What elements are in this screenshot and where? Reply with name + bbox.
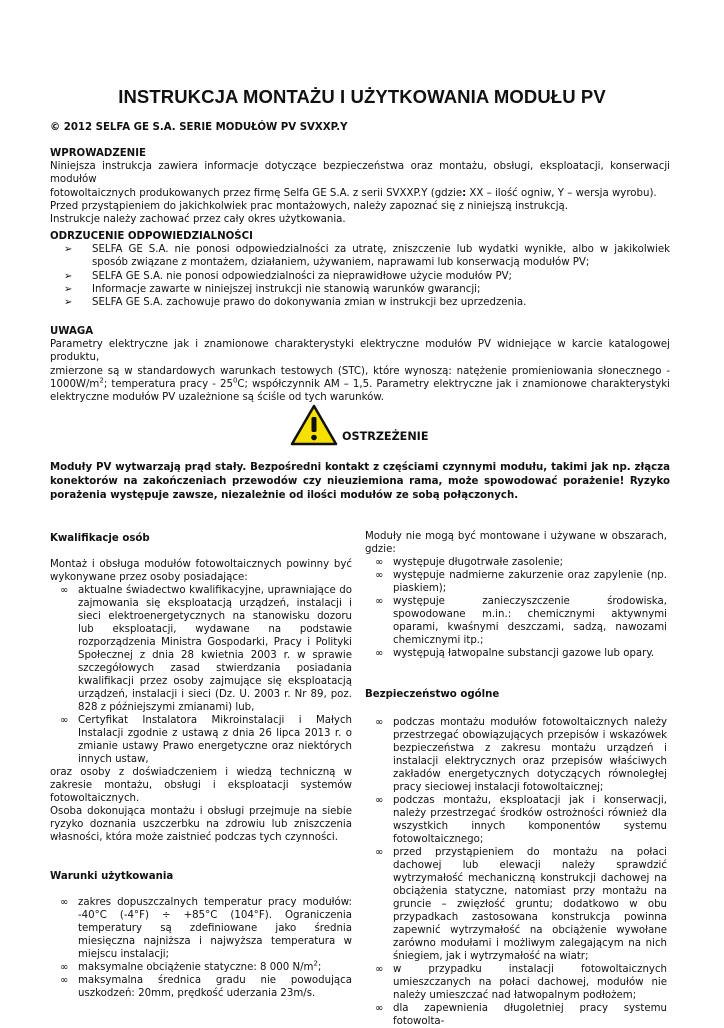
copyright-line: © 2012 SELFA GE S.A. SERIE MODUŁÓW PV SVXXP.Y [50,122,348,133]
intro-text: XX – ilość ogniw, Y – wersja wyrobu). [466,187,657,199]
warning-triangle-icon [290,404,338,446]
intro-heading: WPROWADZENIE [50,148,146,159]
list-item [365,647,667,660]
infinity-bullet-icon: ∞ [60,962,69,973]
infinity-bullet-icon: ∞ [375,847,384,858]
list-item-text: aktualne świadectwo kwalifikacyjne, uprawniające do zajmowania się eksploatacją urządzeń, instalacji i sieci elektroenergetycznych na stanowisku dozoru lub eksploatacji, wydawane na podstawie rozporządzenia Ministra Gospodarki, Pracy i Polityki Społecznej z dnia 28 kwietnia 2003 r. w sprawie szczegółowych zasad stwierdzania posiadania kwalifikacji przez osoby zajmujące się eksploatacją urządzeń, instalacji i sieci (Dz. U. 2003 r. Nr 89, poz. 828 z późniejszymi zmianami) lub, [78,585,352,713]
note-text: ; temperatura pracy - 25 [103,378,233,390]
infinity-bullet-icon: ∞ [375,717,384,728]
intro-text: fotowoltaicznych produkowanych przez firmę Selfa GE S.A. z serii SVXXP.Y (gdzie [50,187,463,199]
intro-colon: : [462,187,467,199]
infinity-bullet-icon: ∞ [60,897,69,908]
list-item [50,961,352,974]
infinity-bullet-icon: ∞ [60,975,69,986]
list-item-text: w przypadku instalacji fotowoltaicznych umieszczanych na połaci dachowej, modułów nie należy umieszczać nad łatwopalnym podłożem; [393,964,667,1001]
warning-title: OSTRZEŻENIE [342,429,429,443]
disclaimer-section [50,230,670,309]
list-item-text: występuje zanieczyszczenie środowiska, spowodowane m.in.: chemicznymi aktywnymi oparami, kwaśnymi deszczami, sadzą, nawozami chemicznymi itp.; [393,596,667,646]
list-item-text: podczas montażu, eksploatacji jak i konserwacji, należy przestrzegać środków ostrożności również dla wszystkich innych komponentów systemu fotowoltaicznego; [393,795,667,845]
intro-line: Niniejsza instrukcja zawiera informacje dotyczące bezpieczeństwa oraz montażu, obsługi, eksploatacji, konserwacji modułów [50,161,670,186]
infinity-bullet-icon: ∞ [375,795,384,806]
list-item-text: dla zapewnienia długoletniej pracy systemu fotowolta- [393,1003,667,1027]
list-item-text: występuje długotrwałe zasolenie; [393,557,564,568]
qualifications-heading: Kwalifikacje osób [50,533,150,544]
list-item [365,846,667,963]
safety-list [365,716,667,1028]
document-title: INSTRUKCJA MONTAŻU I UŻYTKOWANIA MODUŁU PV [118,86,606,107]
list-item [365,963,667,1002]
list-item [365,595,667,647]
list-item-text: SELFA GE S.A. zachowuje prawo do dokonywania zmian w instrukcji bez uprzedzenia. [92,297,527,309]
infinity-bullet-icon: ∞ [375,596,384,607]
list-item [50,270,670,283]
infinity-bullet-icon: ∞ [375,557,384,568]
note-line: Parametry elektryczne jak i znamionowe charakterystyki elektryczne modułów PV widniejące w karcie katalogowej produktu, [50,339,670,364]
note-section [50,325,670,404]
list-item-text: SELFA GE S.A. nie ponosi odpowiedzialności za nieprawidłowe użycie modułów PV; [92,270,512,282]
list-item [50,243,670,269]
arrow-bullet-icon: ➢ [64,270,73,282]
disclaimer-list [50,243,670,309]
restrictions-intro: Moduły nie mogą być montowane i używane w obszarach, gdzie: [365,531,667,555]
list-item [365,569,667,595]
list-item-text: występują łatwopalne substancji gazowe lub opary. [393,648,655,659]
superscript: 0 [232,376,238,385]
list-item [50,584,352,714]
arrow-bullet-icon: ➢ [64,244,73,256]
qualifications-after: Osoba dokonująca montażu i obsługi przejmuje na siebie ryzyko doznania uszczerbku na zdrowiu lub zniszczenia własności, która może zaistnieć podczas tych czynności. [50,806,352,843]
left-column [50,532,352,1000]
list-item-text: Certyfikat Instalatora Mikroinstalacji i Małych Instalacji zgodnie z ustawą z dnia 26 lipca 2013 r. o zmianie ustawy Prawo energetyczne oraz niektórych innych ustaw, [78,715,352,765]
arrow-bullet-icon: ➢ [64,297,73,309]
infinity-bullet-icon: ∞ [375,648,384,659]
intro-line [50,187,670,200]
list-item-text: maksymalna średnica gradu nie powodująca uszkodzeń: 20mm, prędkość uderzania 23m/s. [78,975,352,999]
qualifications-after: oraz osoby z doświadczeniem i wiedzą techniczną w zakresie montażu, obsługi i eksploatacji systemów fotowoltaicznych. [50,767,352,804]
disclaimer-heading: ODRZUCENIE ODPOWIEDZIALNOŚCI [50,231,253,242]
qualifications-list [50,584,352,766]
arrow-bullet-icon: ➢ [64,283,73,295]
list-item [50,283,670,296]
note-text: 1000W/m [50,378,100,390]
list-item-text: występuje nadmierne zakurzenie oraz zapylenie (np. piaskiem); [393,570,667,594]
list-item [50,974,352,1000]
list-item [50,714,352,766]
list-item [365,1002,667,1028]
note-line [50,378,670,391]
list-item [365,794,667,846]
list-item-text: Informacje zawarte w niniejszej instrukcji nie stanowią warunków gwarancji; [92,283,481,295]
infinity-bullet-icon: ∞ [375,1003,384,1014]
infinity-bullet-icon: ∞ [375,570,384,581]
note-line: elektryczne modułów PV uzależnione są ściśle od tych warunków. [50,392,385,404]
list-item [50,296,670,309]
infinity-bullet-icon: ∞ [60,715,69,726]
intro-section [50,147,670,226]
infinity-bullet-icon: ∞ [60,585,69,596]
right-column [365,530,667,1028]
list-item-text: zakres dopuszczalnych temperatur pracy modułów: -40°C (-4°F) ÷ +85°C (104°F). Ograniczenia temperatury są zdefiniowane jako średnia miesięczna najniższa i najwyższa temperatura w miejscu instalacji; [78,897,352,960]
list-item-text: ; [317,962,322,973]
list-item-text: maksymalne obciążenie statyczne: 8 000 N/m [78,962,314,973]
infinity-bullet-icon: ∞ [375,964,384,975]
list-item-text: przed przystąpieniem do montażu na połaci dachowej lub elewacji należy sprawdzić wytrzymałość mechaniczną konstrukcji dachowej na obciążenia statyczne, natomiast przy montażu na gruncie – zwięzłość gruntu; dodatkowo w obu przypadkach zastosowana konstrukcja powinna zapewnić wytrzymałość na obciążenie wywołane zarówno modułami i możliwym zalegającym na nich śniegiem, jak i wytrzymałość na wiatr; [393,847,667,962]
list-item-text: podczas montażu modułów fotowoltaicznych należy przestrzegać obowiązujących przepisów i wskazówek bezpieczeństwa z zakresu montażu urządzeń i instalacji elektrycznych oraz przepisów właściwych zakładów energetycznych dotyczących równoległej pracy sieciowej instalacji fotowoltaicznej; [393,717,667,793]
list-item-text: SELFA GE S.A. nie ponosi odpowiedzialności za utratę, zniszczenie lub wydatki wynikłe, albo w jakikolwiek sposób związane z montażem, działaniem, używaniem, naprawami lub konserwacją modułów PV; [92,244,670,269]
note-text: C; współczynnik AM – 1,5. Parametry elektryczne jak i znamionowe charakterystyki [237,378,670,390]
list-item [365,556,667,569]
restrictions-list [365,556,667,660]
intro-line: Przed przystąpieniem do jakichkolwiek prac montażowych, należy zapoznać się z niniejszą instrukcją. [50,200,569,212]
warning-text: Moduły PV wytwarzają prąd stały. Bezpośredni kontakt z częściami czynnymi modułu, takimi jak np. złącza konektorów na zakończeniach przewodów czy nieuziemiona rama, może spowodować porażenie! Ryzyko porażenia występuje zawsze, niezależnie od ilości modułów ze sobą połączonych. [50,462,670,501]
intro-line: Instrukcje należy zachować przez cały okres użytkowania. [50,214,346,226]
list-item [365,716,667,794]
superscript: 2 [99,376,104,385]
note-line: zmierzone są w standardowych warunkach testowych (STC), które wynoszą: natężenie promieniowania słonecznego - [50,365,670,377]
qualifications-intro: Montaż i obsługa modułów fotowoltaicznych powinny być wykonywane przez osoby posiadające: [50,559,352,583]
superscript: 2 [313,959,318,968]
conditions-list [50,896,352,1000]
note-heading: UWAGA [50,326,94,337]
conditions-heading: Warunki użytkowania [50,871,174,882]
list-item [50,896,352,961]
safety-heading: Bezpieczeństwo ogólne [365,689,500,700]
warning-header [290,404,429,446]
